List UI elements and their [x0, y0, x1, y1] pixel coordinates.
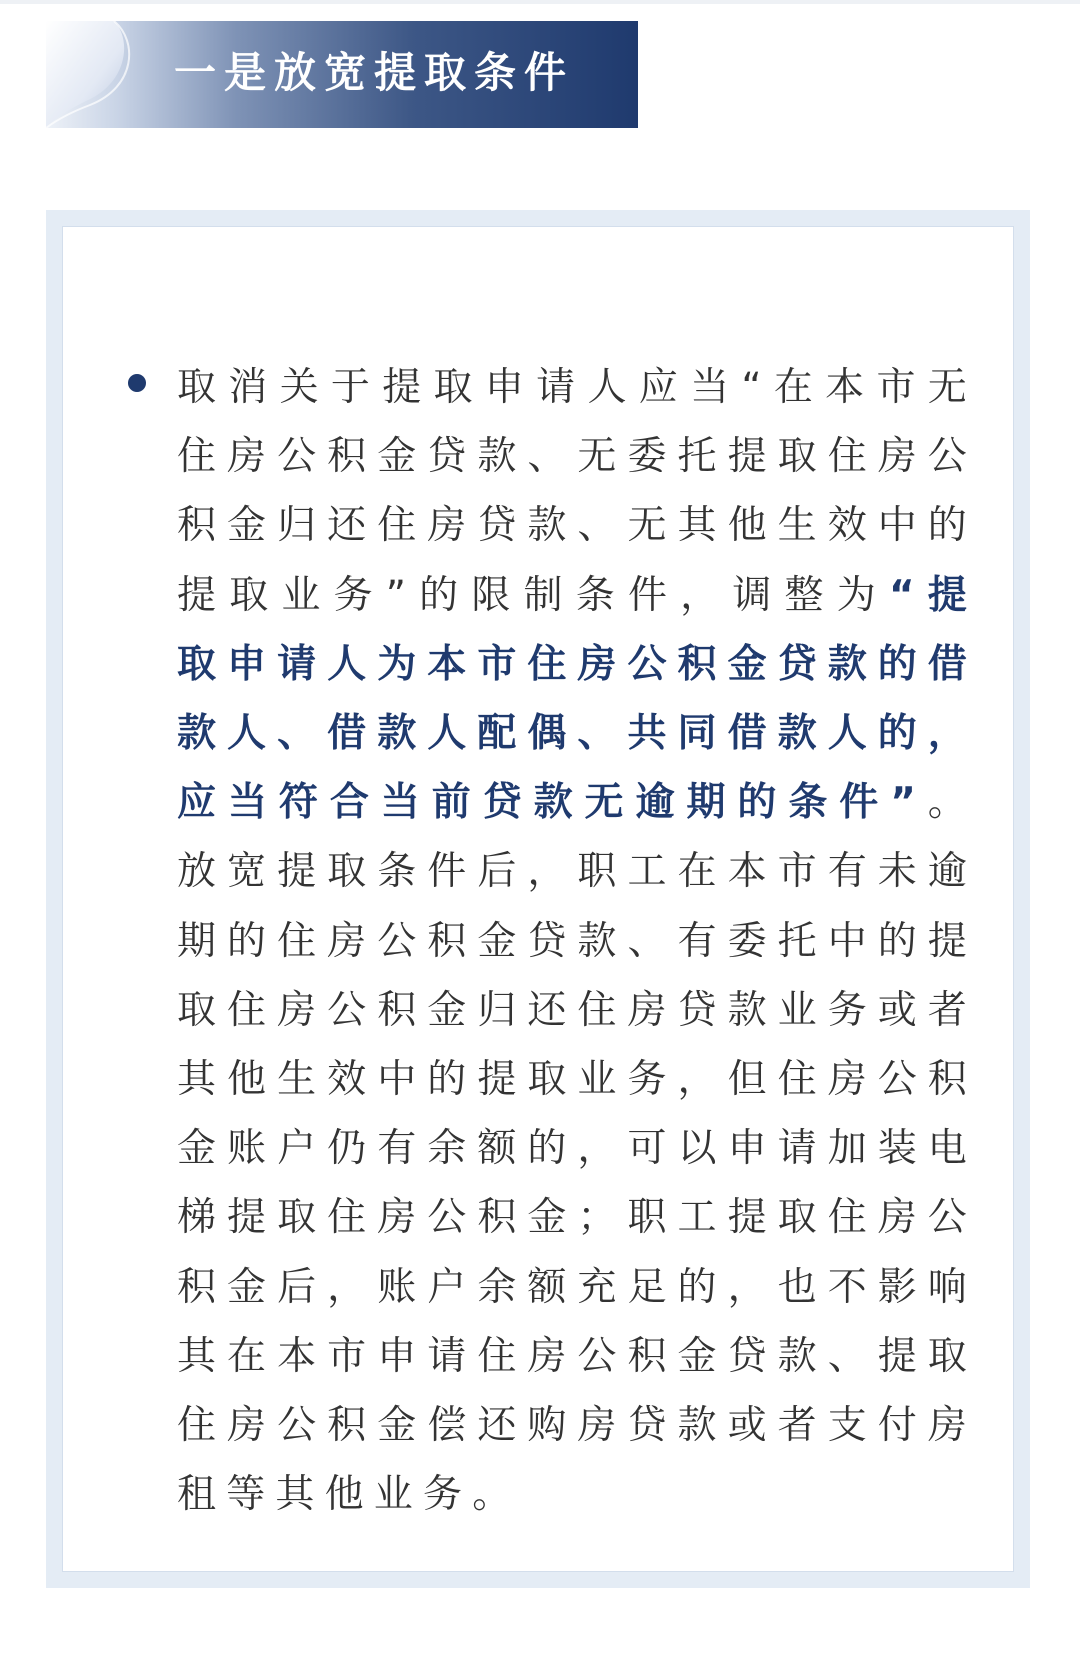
top-divider [0, 0, 1080, 4]
content-card [46, 210, 1030, 1588]
paragraph-highlight: “提取申请人为本市住房公积金贷款的借款人、借款人配偶、共同借款人的，应当符合当前贷款无逾期的条件” [177, 572, 977, 826]
bullet-dot-icon [128, 374, 146, 392]
paragraph-text-start: 取消关于提取申请人应当“在本市无住房公积金贷款、无委托提取住房公积金归还住房贷款、无其他生效中的提取业务”的限制条件，调整为 [177, 365, 977, 618]
page-curl-decoration [46, 21, 186, 128]
paragraph-text-end: 。放宽提取条件后，职工在本市有未逾期的住房公积金贷款、有委托中的提取住房公积金归还住房贷款业务或者其他生效中的提取业务，但住房公积金账户仍有余额的，可以申请加装电梯提取住房公积金；职工提取住房公积金后，账户余额充足的，也不影响其在本市申请住房公积金贷款、提取住房公积金偿还购房贷款或者支付房租等其他业务。 [177, 780, 977, 1518]
section-banner [46, 21, 638, 128]
content-card-inner [62, 226, 1014, 1572]
section-title: 一是放宽提取条件 [174, 48, 575, 97]
policy-paragraph [177, 353, 977, 1529]
